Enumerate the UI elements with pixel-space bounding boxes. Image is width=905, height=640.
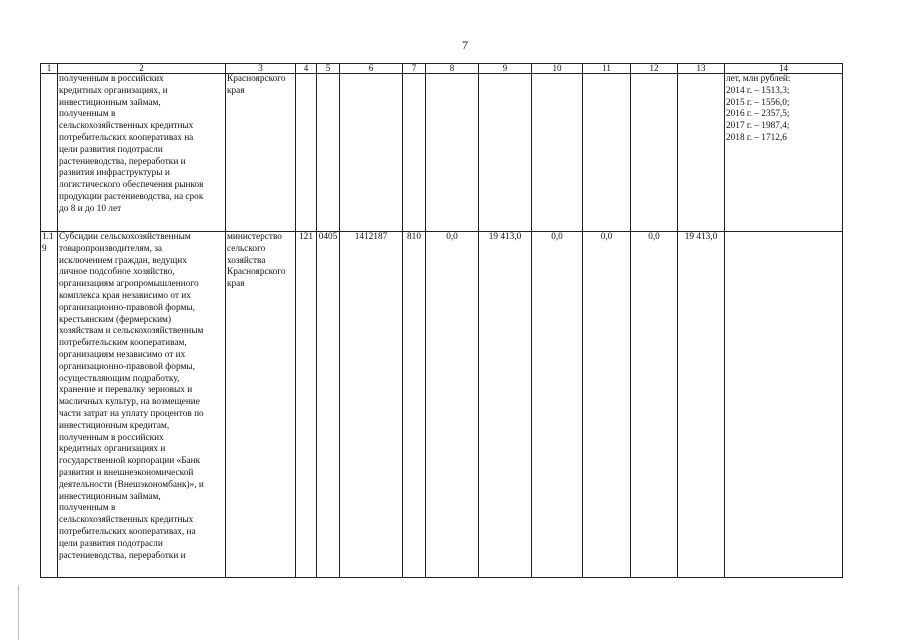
amount-col-10-cell — [532, 74, 583, 232]
expense-type-cell — [403, 74, 426, 232]
page-number: 7 — [462, 38, 468, 52]
amount-col-12-cell: 0,0 — [631, 232, 678, 578]
amount-col-8-cell — [426, 74, 479, 232]
expense-type-cell: 810 — [403, 232, 426, 578]
header-row — [41, 64, 843, 74]
row-number-cell — [41, 74, 58, 232]
target-article-cell: 1412187 — [340, 232, 403, 578]
amount-col-9-cell: 19 413,0 — [479, 232, 532, 578]
table-row — [41, 232, 843, 578]
measure-description-cell: полученным в российских кредитных организациях, и инвестиционным займам, полученным в сельскохозяйственных кредитных потребительских кооперативах на цели развития подотрасли растениеводства, переработки и развития инфраструктуры и логистического обеспечения рынков продукции растениеводства, на срок до 8 и до 10 лет — [58, 74, 226, 232]
header-col-2: 2 — [58, 64, 226, 74]
grbs-code-cell: 121 — [296, 232, 317, 578]
expected-result-cell — [725, 232, 843, 578]
amount-col-11-cell: 0,0 — [583, 232, 631, 578]
header-col-10: 10 — [532, 64, 583, 74]
amount-col-12-cell — [631, 74, 678, 232]
grbs-code-cell — [296, 74, 317, 232]
header-col-11: 11 — [583, 64, 631, 74]
administrator-cell: министерство сельского хозяйства Красноярского края — [226, 232, 296, 578]
section-code-cell — [317, 74, 340, 232]
amount-col-10-cell: 0,0 — [532, 232, 583, 578]
measure-description-cell: Субсидии сельскохозяйственным товаропроизводителям, за исключением граждан, ведущих личное подсобное хозяйство, организациям агропромышленного комплекса края независимо от их организационно-правовой формы, крестьянским (фермерским) хозяйствам и сельскохозяйственным потребительским кооперативам, организациям независимо от их организационно-правовой формы, осуществляющим подработку, хранение и перевалку зерновых и масличных культур, на возмещение части затрат на уплату процентов по инвестиционным кредитам, полученным в российских кредитных организациях и государственной корпорации «Банк развития и внешнеэкономической деятельности (Внешэкономбанк)», и инвестиционным займам, полученным в сельскохозяйственных кредитных потребительских кооперативах, на цели развития подотрасли растениеводства, переработки и — [58, 232, 226, 578]
header-col-13: 13 — [678, 64, 725, 74]
administrator-cell: Красноярского края — [226, 74, 296, 232]
header-col-12: 12 — [631, 64, 678, 74]
header-col-4: 4 — [296, 64, 317, 74]
target-article-cell — [340, 74, 403, 232]
amount-col-8-cell: 0,0 — [426, 232, 479, 578]
header-col-14: 14 — [725, 64, 843, 74]
header-col-6: 6 — [340, 64, 403, 74]
expected-result-cell: лет, млн рублей: 2014 г. – 1513,3; 2015 г. – 1556,0; 2016 г. – 2357,5; 2017 г. – 1987,4; 2018 г. – 1712,6 — [725, 74, 843, 232]
header-col-7: 7 — [403, 64, 426, 74]
header-col-9: 9 — [479, 64, 532, 74]
header-col-8: 8 — [426, 64, 479, 74]
amount-col-9-cell — [479, 74, 532, 232]
header-col-3: 3 — [226, 64, 296, 74]
amount-col-11-cell — [583, 74, 631, 232]
table-row — [41, 74, 843, 232]
row-number-cell: 1.19 — [41, 232, 58, 578]
header-col-5: 5 — [317, 64, 340, 74]
amount-total-cell — [678, 74, 725, 232]
scan-edge-line — [18, 585, 19, 640]
amount-total-cell: 19 413,0 — [678, 232, 725, 578]
section-code-cell: 0405 — [317, 232, 340, 578]
budget-table — [40, 63, 843, 578]
header-col-1: 1 — [41, 64, 58, 74]
